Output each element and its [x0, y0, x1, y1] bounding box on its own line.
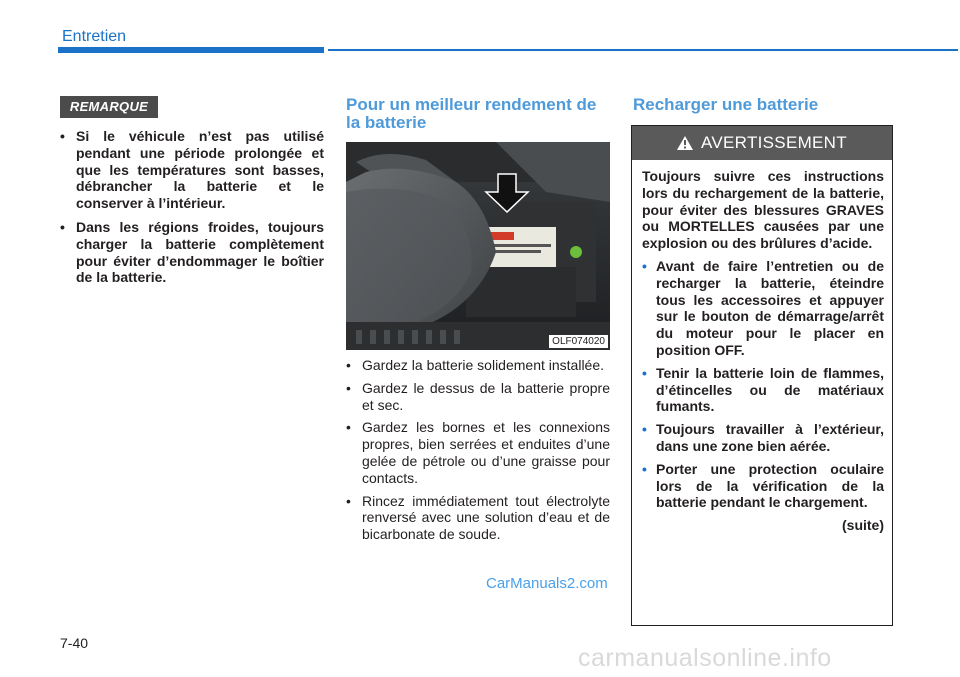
performance-heading: Pour un meilleur rendement de la batterie	[346, 95, 597, 132]
page-number: 7-40	[60, 635, 89, 651]
list-item: • Si le véhicule n’est pas utilisé pendant une période prolongée et que les températures sont basses, débrancher la batterie et le conserver à l’intérieur.	[60, 128, 324, 212]
performance-list	[346, 357, 610, 549]
list-item: • Toujours travailler à l’extérieur, dans une zone bien aérée.	[642, 421, 884, 454]
note-list	[60, 128, 324, 293]
list-item: • Gardez les bornes et les connexions propres, bien serrées et enduites d’une gelée de pétrole ou d’une graisse pour contacts.	[346, 419, 610, 486]
warning-header	[632, 126, 892, 160]
list-item: • Porter une protection oculaire lors de la vérification de la batterie pendant le chargement.	[642, 460, 884, 511]
list-item: • Dans les régions froides, toujours charger la batterie complètement pour éviter d’endommager le boîtier de la batterie.	[60, 218, 324, 286]
battery-photo	[346, 142, 610, 350]
section-title: Entretien	[62, 28, 127, 45]
list-item: • Gardez la batterie solidement installée.	[346, 357, 605, 373]
list-item: • Gardez le dessus de la batterie propre et sec.	[346, 379, 610, 413]
warning-label: AVERTISSEMENT	[701, 133, 847, 152]
list-item: • Rincez immédiatement tout électrolyte renversé avec une solution d’eau et de bicarbonate de soude.	[346, 492, 610, 543]
warning-box	[631, 125, 893, 626]
warning-triangle-icon	[677, 136, 693, 150]
header-rule-thin	[328, 49, 958, 51]
list-item: • Avant de faire l’entretien ou de recharger la batterie, éteindre tous les accessoires et appuyer sur le bouton de démarrage/arrêt du moteur pour le placer en position OFF.	[642, 257, 884, 358]
list-item: • Tenir la batterie loin de flammes, d’étincelles ou de matériaux fumants.	[642, 364, 884, 415]
note-label: REMARQUE	[60, 96, 158, 118]
watermark-link[interactable]: CarManuals2.com	[486, 575, 608, 592]
warning-body	[632, 160, 892, 533]
continued-label: (suite)	[842, 517, 884, 534]
image-code: OLF074020	[549, 335, 608, 348]
header-rule-thick	[58, 47, 324, 53]
recharge-heading: Recharger une batterie	[633, 95, 819, 114]
footer-watermark[interactable]: carmanualsonline.info	[578, 644, 832, 672]
warning-intro: Toujours suivre ces instructions lors du rechargement de la batterie, pour éviter des blessures GRAVES ou MORTELLES causées par une explosion ou des brûlures d’acide.	[642, 168, 884, 252]
